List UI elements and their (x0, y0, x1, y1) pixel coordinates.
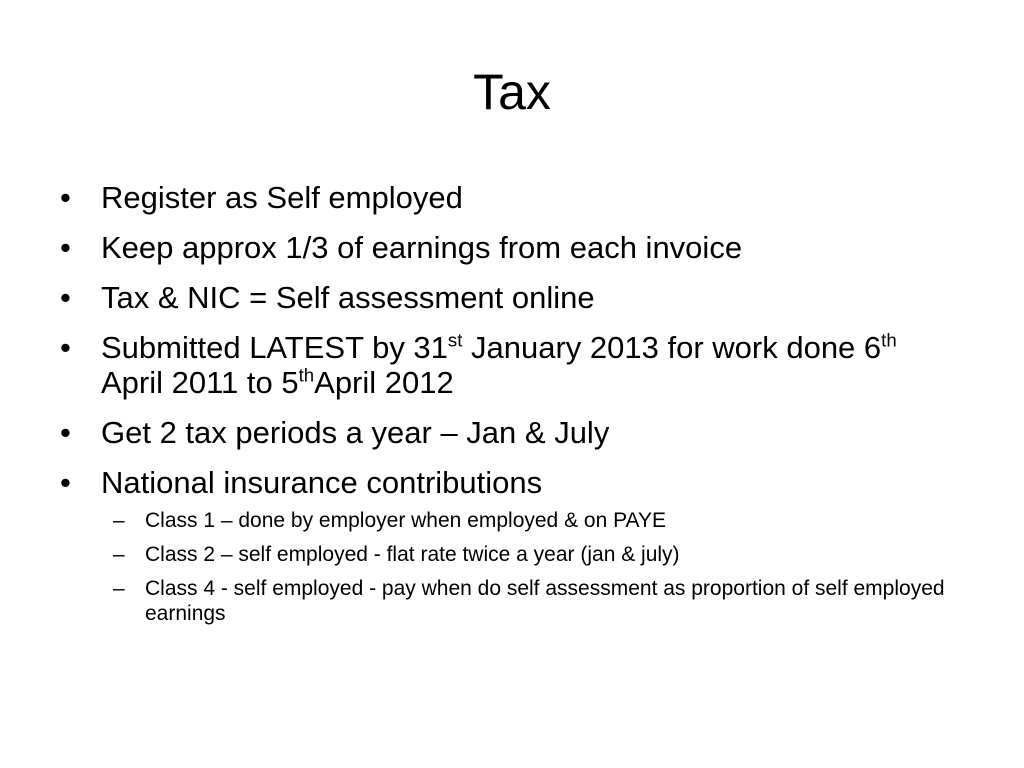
bullet-icon: • (60, 180, 71, 215)
text-part: Submitted LATEST by 31 (101, 330, 448, 365)
bullet-item (58, 180, 958, 215)
bullet-icon: • (60, 280, 71, 315)
dash-icon: – (113, 577, 125, 600)
bullet-text: Keep approx 1/3 of earnings from each invoice (101, 230, 743, 265)
bullet-icon: • (60, 465, 71, 500)
ordinal-suffix: th (298, 364, 315, 386)
bullet-icon: • (60, 330, 71, 365)
ordinal-suffix: th (881, 329, 897, 351)
bullet-icon: • (60, 415, 71, 450)
bullet-item (58, 230, 958, 265)
text-part: April 2011 to 5 (101, 365, 299, 400)
slide-title: Tax (473, 64, 551, 120)
slide-content (58, 180, 958, 641)
bullet-text: Register as Self employed (101, 180, 463, 215)
text-part: April 2012 (314, 365, 454, 400)
bullet-item (58, 280, 958, 315)
sub-bullet-item (101, 542, 958, 567)
bullet-text (101, 330, 897, 400)
ordinal-suffix: st (447, 329, 463, 351)
sub-bullet-item (101, 508, 958, 533)
sub-bullet-text: Class 1 – done by employer when employed & on PAYE (145, 509, 667, 532)
sub-bullet-item (101, 576, 958, 626)
text-part: January 2013 for work done 6 (462, 330, 882, 365)
bullet-text: Get 2 tax periods a year – Jan & July (101, 415, 610, 450)
bullet-item (58, 465, 958, 626)
dash-icon: – (113, 543, 125, 566)
bullet-text: Tax & NIC = Self assessment online (101, 280, 595, 315)
bullet-item (58, 415, 958, 450)
sub-bullet-list (101, 508, 958, 626)
bullet-text: National insurance contributions (101, 465, 543, 500)
bullet-list (58, 180, 958, 626)
sub-bullet-text: Class 4 - self employed - pay when do self assessment as proportion of self employed earnings (145, 577, 945, 625)
bullet-icon: • (60, 230, 71, 265)
sub-bullet-text: Class 2 – self employed - flat rate twice a year (jan & july) (145, 543, 680, 566)
dash-icon: – (113, 509, 125, 532)
bullet-item (58, 330, 958, 400)
